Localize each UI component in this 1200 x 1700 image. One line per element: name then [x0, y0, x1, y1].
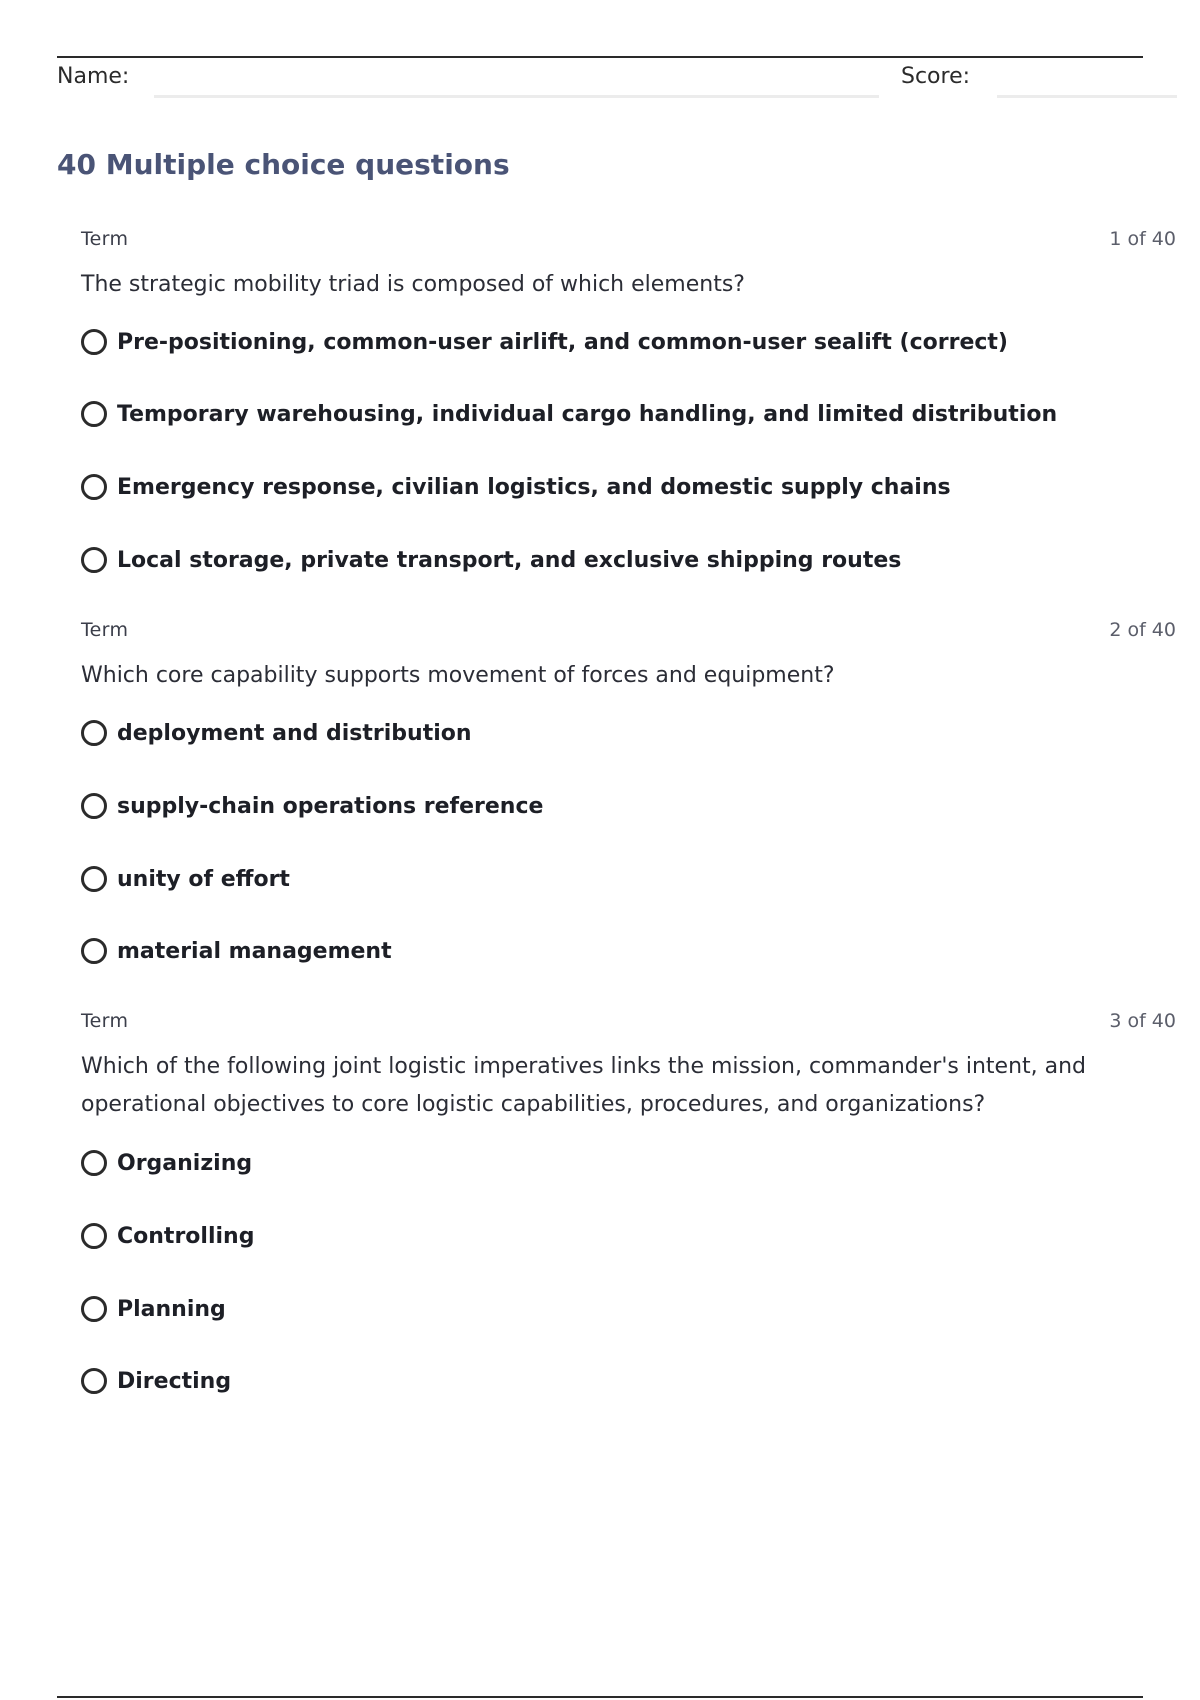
answer-label: material management — [117, 938, 392, 964]
answer-option[interactable] — [81, 788, 543, 824]
question-counter: 1 of 40 — [1109, 228, 1176, 250]
answer-label: Organizing — [117, 1150, 253, 1176]
radio-circle-icon[interactable] — [81, 547, 107, 573]
answer-option[interactable] — [81, 1363, 231, 1399]
score-label: Score: — [901, 64, 971, 89]
answer-label: deployment and distribution — [117, 720, 472, 746]
question-counter: 3 of 40 — [1109, 1010, 1176, 1032]
answer-option[interactable] — [81, 933, 392, 969]
answer-option[interactable] — [81, 715, 472, 751]
radio-circle-icon[interactable] — [81, 1150, 107, 1176]
answer-option[interactable] — [81, 1218, 254, 1254]
radio-circle-icon[interactable] — [81, 1368, 107, 1394]
radio-circle-icon[interactable] — [81, 329, 107, 355]
name-label: Name: — [57, 64, 130, 89]
answer-option[interactable] — [81, 861, 290, 897]
answer-option[interactable] — [81, 324, 1008, 360]
question-text: Which of the following joint logistic imperatives links the mission, commander's intent, and operational objectives to core logistic capabilities, procedures, and organizations? — [81, 1054, 1087, 1117]
question-text: The strategic mobility triad is composed of which elements? — [81, 272, 745, 297]
answer-label: Directing — [117, 1368, 232, 1394]
radio-circle-icon[interactable] — [81, 1296, 107, 1322]
term-label: Term — [81, 1010, 129, 1032]
answer-label: Controlling — [117, 1223, 255, 1249]
answer-label: unity of effort — [117, 866, 290, 892]
answer-label: Local storage, private transport, and exclusive shipping routes — [117, 547, 902, 573]
answer-option[interactable] — [81, 469, 951, 505]
name-field[interactable] — [154, 95, 879, 98]
section-title: 40 Multiple choice questions — [57, 148, 510, 181]
question-counter: 2 of 40 — [1109, 619, 1176, 641]
answer-option[interactable] — [81, 1291, 226, 1327]
top-rule — [57, 56, 1143, 58]
bottom-rule — [57, 1696, 1143, 1698]
radio-circle-icon[interactable] — [81, 401, 107, 427]
header-row — [57, 62, 1177, 102]
answer-option[interactable] — [81, 1145, 252, 1181]
answer-label: Pre-positioning, common-user airlift, and common-user sealift (correct) — [117, 329, 1008, 355]
answer-label: Emergency response, civilian logistics, and domestic supply chains — [117, 474, 951, 500]
answer-option[interactable] — [81, 542, 901, 578]
radio-circle-icon[interactable] — [81, 1223, 107, 1249]
radio-circle-icon[interactable] — [81, 720, 107, 746]
answer-label: Temporary warehousing, individual cargo handling, and limited distribution — [117, 401, 1058, 427]
term-label: Term — [81, 619, 129, 641]
answer-label: Planning — [117, 1296, 226, 1322]
radio-circle-icon[interactable] — [81, 938, 107, 964]
question-text: Which core capability supports movement of forces and equipment? — [81, 663, 835, 688]
answer-label: supply-chain operations reference — [117, 793, 544, 819]
radio-circle-icon[interactable] — [81, 474, 107, 500]
score-field[interactable] — [997, 95, 1177, 98]
answer-option[interactable] — [81, 396, 1057, 432]
term-label: Term — [81, 228, 129, 250]
radio-circle-icon[interactable] — [81, 793, 107, 819]
radio-circle-icon[interactable] — [81, 866, 107, 892]
